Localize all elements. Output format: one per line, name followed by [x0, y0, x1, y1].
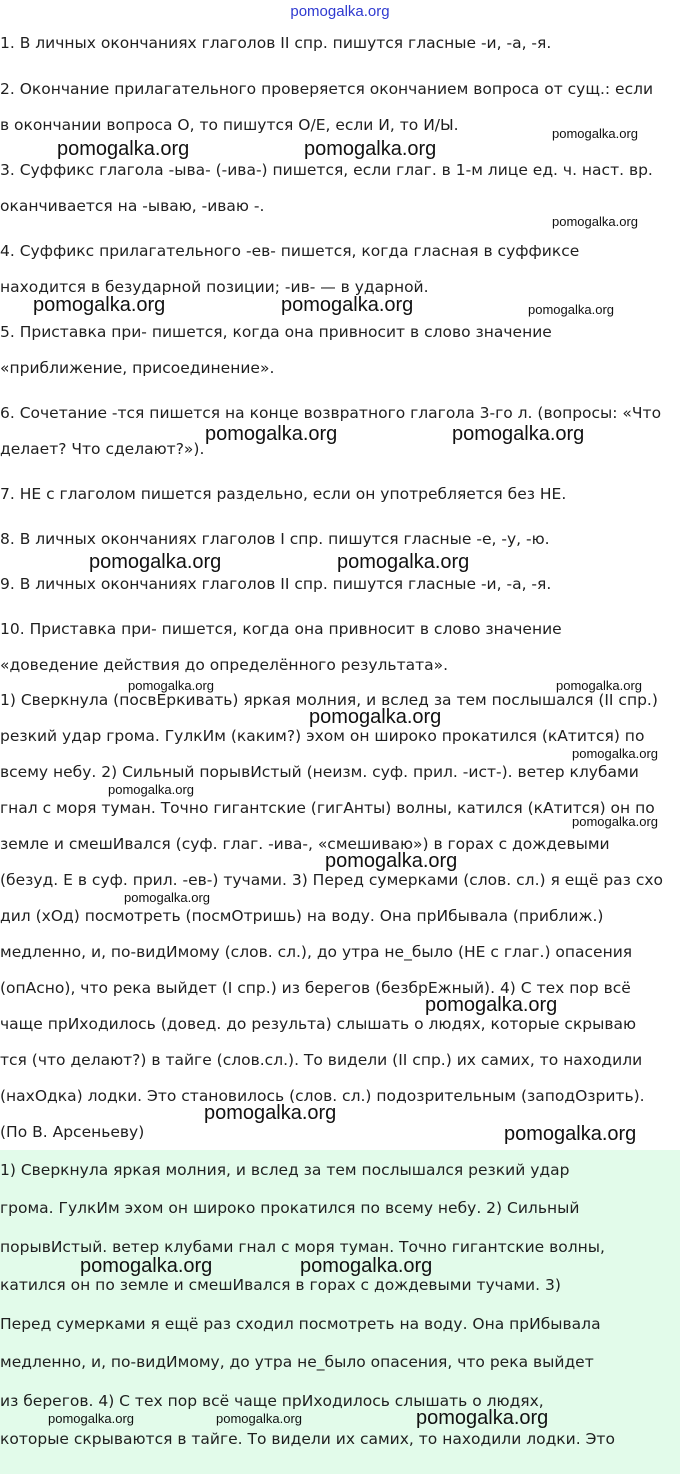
rule-line: 4. Суффикс прилагательного -ев- пишется, когда гласная в суффиксе — [0, 242, 580, 260]
watermark: pomogalka.org — [300, 1255, 433, 1277]
answer-line: порывИстый. ветер клубами гнал с моря туман. Точно гигантские волны, — [0, 1238, 605, 1256]
watermark: pomogalka.org — [528, 302, 614, 317]
rule-line: 1. В личных окончаниях глаголов II спр. пишутся гласные -и, -а, -я. — [0, 34, 552, 52]
watermark: pomogalka.org — [108, 782, 194, 797]
rule-line: 2. Окончание прилагательного проверяется окончанием вопроса от сущ.: если — [0, 80, 654, 98]
watermark: pomogalka.org — [416, 1407, 549, 1429]
site-header-link[interactable]: pomogalka.org — [290, 3, 390, 20]
rule-line: в окончании вопроса О, то пишутся О/Е, если И, то И/Ы. — [0, 116, 459, 134]
answer-line: 1) Сверкнула яркая молния, и вслед за тем послышался резкий удар — [0, 1161, 570, 1179]
exercise-line: чаще прИходилось (довед. до результа) слышать о людях, которые скрываю — [0, 1015, 637, 1033]
answer-line: из берегов. 4) С тех пор всё чаще прИходилось слышать о людях, — [0, 1392, 544, 1410]
watermark: pomogalka.org — [33, 294, 166, 316]
watermark: pomogalka.org — [304, 138, 437, 160]
watermark: pomogalka.org — [572, 814, 658, 829]
rule-line: 8. В личных окончаниях глаголов I спр. пишутся гласные -е, -у, -ю. — [0, 530, 550, 548]
exercise-line: (опАсно), что река выйдет (I спр.) из берегов (безбрЕжный). 4) С тех пор всё — [0, 979, 631, 997]
exercise-line: (По В. Арсеньеву) — [0, 1123, 145, 1141]
watermark: pomogalka.org — [124, 890, 210, 905]
watermark: pomogalka.org — [128, 678, 214, 693]
rule-line: 3. Суффикс глагола -ыва- (-ива-) пишется, если глаг. в 1-м лице ед. ч. наст. вр. — [0, 161, 653, 179]
exercise-line: всему небу. 2) Сильный порывИстый (неизм. суф. прил. -ист-). ветер клубами — [0, 763, 639, 781]
watermark: pomogalka.org — [452, 423, 585, 445]
exercise-line: земле и смешИвался (суф. глаг. -ива-, «смешиваю») в горах с дождевыми — [0, 835, 610, 853]
watermark: pomogalka.org — [204, 1102, 337, 1124]
watermark: pomogalka.org — [48, 1411, 134, 1426]
watermark: pomogalka.org — [80, 1255, 213, 1277]
watermark: pomogalka.org — [216, 1411, 302, 1426]
rule-line: «приближение, присоединение». — [0, 359, 275, 377]
rule-line: находится в безударной позиции; -ив- — в ударной. — [0, 278, 429, 296]
watermark: pomogalka.org — [57, 138, 190, 160]
exercise-line: тся (что делают?) в тайге (слов.сл.). То видели (II спр.) их самих, то находили — [0, 1051, 643, 1069]
exercise-line: медленно, и, по-видИмому (слов. сл.), до утра не_было (НЕ с глаг.) опасения — [0, 943, 633, 961]
exercise-line: (нахОдка) лодки. Это становилось (слов. сл.) подозрительным (заподОзрить). — [0, 1087, 645, 1105]
rule-line: делает? Что сделают?»). — [0, 440, 205, 458]
watermark: pomogalka.org — [552, 126, 638, 141]
rule-line: 6. Сочетание -тся пишется на конце возвратного глагола 3-го л. (вопросы: «Что — [0, 404, 662, 422]
answer-line: которые скрываются в тайге. То видели их самих, то находили лодки. Это — [0, 1430, 615, 1448]
answer-line: грома. ГулкИм эхом он широко прокатился по всему небу. 2) Сильный — [0, 1199, 580, 1217]
rule-line: оканчивается на -ываю, -иваю -. — [0, 197, 265, 215]
watermark: pomogalka.org — [556, 678, 642, 693]
watermark: pomogalka.org — [205, 423, 338, 445]
answer-line: катился он по земле и смешИвался в горах с дождевыми тучами. 3) — [0, 1276, 561, 1294]
answer-line: медленно, и, по-видИмому, до утра не_было опасения, что река выйдет — [0, 1353, 594, 1371]
watermark: pomogalka.org — [425, 994, 558, 1016]
watermark: pomogalka.org — [337, 551, 470, 573]
watermark: pomogalka.org — [281, 294, 414, 316]
rule-line: 7. НЕ с глаголом пишется раздельно, если он употребляется без НЕ. — [0, 485, 567, 503]
exercise-line: дил (хОд) посмотреть (посмОтришь) на воду. Она прИбывала (приближ.) — [0, 907, 604, 925]
exercise-line: 1) Сверкнула (посвЕркивать) яркая молния, и вслед за тем послышался (II спр.) — [0, 691, 658, 709]
watermark: pomogalka.org — [309, 706, 442, 728]
watermark: pomogalka.org — [325, 850, 458, 872]
watermark: pomogalka.org — [504, 1123, 637, 1145]
watermark: pomogalka.org — [572, 746, 658, 761]
rule-line: 9. В личных окончаниях глаголов II спр. пишутся гласные -и, -а, -я. — [0, 575, 552, 593]
rule-line: 10. Приставка при- пишется, когда она привносит в слово значение — [0, 620, 562, 638]
watermark: pomogalka.org — [552, 214, 638, 229]
watermark: pomogalka.org — [89, 551, 222, 573]
rule-line: «доведение действия до определённого результата». — [0, 656, 449, 674]
exercise-line: резкий удар грома. ГулкИм (каким?) эхом он широко прокатился (кАтится) по — [0, 727, 645, 745]
exercise-line: гнал с моря туман. Точно гигантские (гигАнты) волны, катился (кАтится) он по — [0, 799, 655, 817]
answer-line: Перед сумерками я ещё раз сходил посмотреть на воду. Она прИбывала — [0, 1315, 601, 1333]
exercise-line: (безуд. Е в суф. прил. -ев-) тучами. 3) Перед сумерками (слов. сл.) я ещё раз схо — [0, 871, 664, 889]
rule-line: 5. Приставка при- пишется, когда она привносит в слово значение — [0, 323, 552, 341]
